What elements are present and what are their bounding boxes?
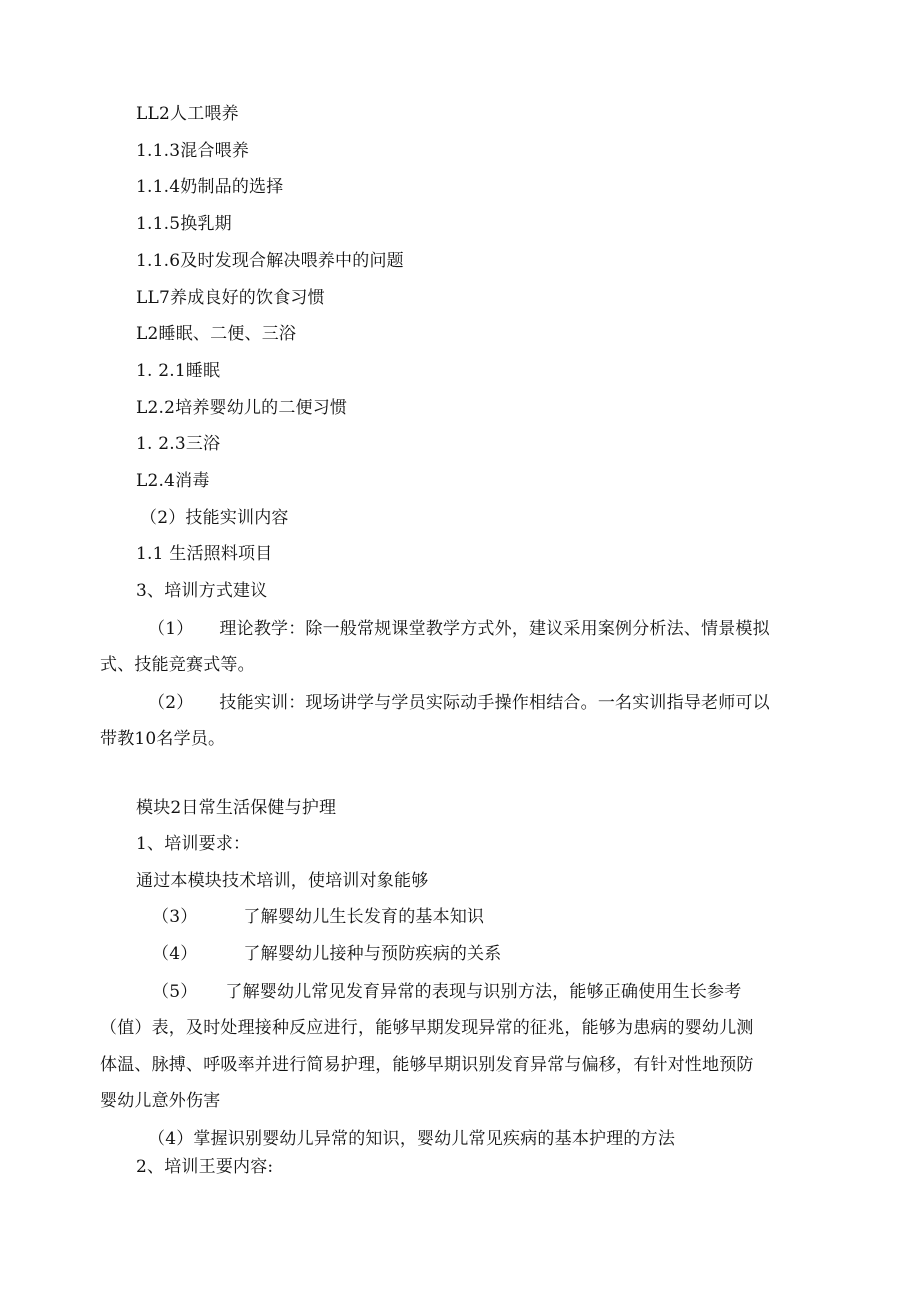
paragraph-text: 理论教学：除一般常规课堂教学方式外，建议采用案例分析法、情景模拟 — [219, 619, 770, 639]
outline-line: 1. 2.1睡眠 — [136, 361, 221, 381]
requirement-item: （4）掌握识别婴幼儿异常的知识，婴幼儿常见疾病的基本护理的方法 — [148, 1129, 676, 1149]
item-text: 了解婴幼儿生长发育的基本知识 — [243, 907, 485, 927]
outline-line: 1.1 生活照料项目 — [136, 544, 273, 564]
paragraph-2-continuation: 带教10名学员。 — [100, 729, 226, 749]
outline-line: LL2人工喂养 — [136, 104, 239, 124]
section-heading: （2）技能实训内容 — [140, 508, 289, 528]
item-continuation: （值）表，及时处理接种反应进行，能够早期发现异常的征兆，能够为患病的婴幼儿测 — [100, 1018, 754, 1038]
outline-line: L2.2培养婴幼儿的二便习惯 — [136, 398, 348, 418]
paragraph-number: （2） — [148, 693, 194, 713]
outline-line: L2.4消毒 — [136, 471, 210, 491]
item-continuation: 体温、脉搏、呼吸率并进行简易护理，能够早期识别发育异常与偏移，有针对性地预防 — [100, 1055, 754, 1075]
outline-line: 1.1.4奶制品的选择 — [136, 177, 284, 197]
paragraph-number: （1） — [148, 619, 194, 639]
item-text: 了解婴幼儿常见发育异常的表现与识别方法，能够正确使用生长参考 — [225, 982, 742, 1002]
outline-line: 1. 2.3三浴 — [136, 434, 221, 454]
requirement-item — [152, 906, 484, 928]
outline-line: 1.1.5换乳期 — [136, 214, 232, 234]
outline-line: 1.1.6及时发现合解决喂养中的问题 — [136, 251, 404, 271]
section-heading: 3、培训方式建议 — [136, 581, 268, 601]
paragraph-2-first-line — [148, 692, 770, 714]
item-number: （5） — [152, 982, 198, 1002]
module-title: 模块2日常生活保健与护理 — [136, 798, 337, 818]
outline-line: 1.1.3混合喂养 — [136, 141, 250, 161]
item-number: （4） — [152, 944, 198, 964]
item-continuation: 婴幼儿意外伤害 — [100, 1091, 221, 1111]
paragraph-1-first-line — [148, 618, 770, 640]
intro-line: 通过本模块技术培训，使培训对象能够 — [136, 871, 429, 891]
item-text: 了解婴幼儿接种与预防疾病的关系 — [243, 944, 502, 964]
requirement-item — [152, 943, 501, 965]
section-heading: 1、培训要求： — [136, 834, 251, 854]
paragraph-text: 技能实训：现场讲学与学员实际动手操作相结合。一名实训指导老师可以 — [219, 693, 770, 713]
outline-line: L2睡眠、二便、三浴 — [136, 324, 297, 344]
outline-line: LL7养成良好的饮食习惯 — [136, 288, 325, 308]
section-heading: 2、培训王要内容: — [136, 1157, 274, 1177]
requirement-item — [152, 981, 741, 1003]
item-number: （3） — [152, 907, 198, 927]
paragraph-1-continuation: 式、技能竞赛式等。 — [100, 655, 255, 675]
